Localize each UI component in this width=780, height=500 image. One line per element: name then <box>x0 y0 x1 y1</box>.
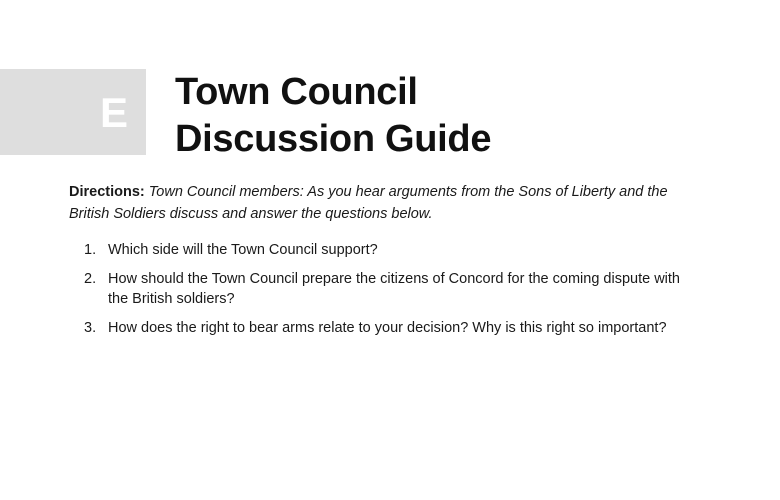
question-number: 1. <box>84 242 97 258</box>
question-item-2 <box>84 269 684 309</box>
question-list <box>84 240 684 347</box>
question-text: How does the right to bear arms relate to your decision? Why is this right so important? <box>108 320 667 336</box>
question-text: How should the Town Council prepare the citizens of Concord for the coming dispute with the British soldiers? <box>108 271 680 307</box>
title-line-1: Town Council <box>175 71 418 113</box>
section-letter: E <box>99 89 128 136</box>
question-item-1 <box>84 240 684 260</box>
directions-text: Town Council members: As you hear arguments from the Sons of Liberty and the British Soldiers discuss and answer the questions below. <box>69 184 668 222</box>
question-text: Which side will the Town Council support? <box>108 242 378 258</box>
directions-label: Directions: <box>69 184 145 200</box>
question-number: 3. <box>84 320 97 336</box>
page-title <box>175 69 491 163</box>
question-item-3 <box>84 318 684 338</box>
title-line-2: Discussion Guide <box>175 118 492 160</box>
question-number: 2. <box>84 271 97 287</box>
directions-paragraph <box>69 181 709 225</box>
